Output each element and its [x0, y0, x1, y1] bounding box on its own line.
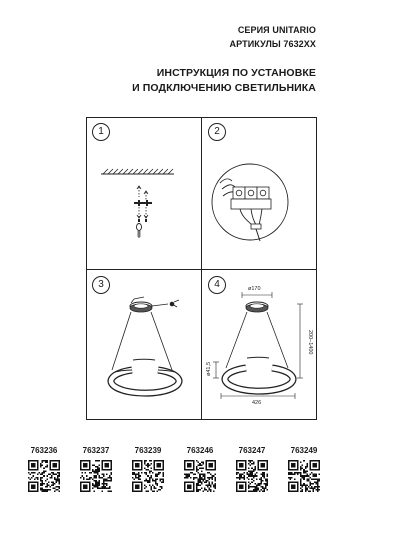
step-1-panel — [86, 117, 201, 269]
article-code-item — [180, 446, 220, 492]
ceiling-mount-parts-icon — [86, 117, 201, 269]
height-range-label: 200–1400 — [307, 330, 313, 355]
ring-thickness-label: ø41,5 — [206, 361, 212, 376]
article-code-item — [128, 446, 168, 492]
ring-pendant-dimensions-icon — [202, 270, 317, 420]
instruction-steps-grid — [86, 117, 317, 420]
article-code-item — [284, 446, 324, 492]
step-4-number: 4 — [208, 276, 226, 294]
step-3-number: 3 — [92, 276, 110, 294]
qr-code-icon[interactable] — [80, 460, 112, 492]
step-4-panel — [202, 270, 317, 420]
instruction-title-line-1: ИНСТРУКЦИЯ ПО УСТАНОВКЕ — [156, 67, 316, 79]
qr-code-icon[interactable] — [132, 460, 164, 492]
article-code: 763246 — [186, 446, 214, 455]
qr-code-icon[interactable] — [28, 460, 60, 492]
article-code: 763239 — [134, 446, 162, 455]
ring-pendant-assembly-icon — [86, 270, 201, 420]
article-code-item — [24, 446, 64, 492]
step-2-panel — [202, 117, 317, 269]
article-code: 763249 — [290, 446, 318, 455]
ring-width-label: 426 — [252, 400, 262, 406]
step-3-panel — [86, 270, 201, 420]
qr-code-icon[interactable] — [236, 460, 268, 492]
qr-code-icon[interactable] — [288, 460, 320, 492]
canopy-diameter-label: ø170 — [248, 286, 261, 292]
article-code: 763247 — [238, 446, 266, 455]
series-name: СЕРИЯ UNITARIO — [237, 25, 316, 35]
article-code-item — [232, 446, 272, 492]
article-code: 763237 — [82, 446, 110, 455]
article-code: 763236 — [30, 446, 58, 455]
terminal-block-wiring-icon — [202, 117, 317, 269]
article-range: АРТИКУЛЫ 7632XX — [229, 39, 316, 49]
article-code-item — [76, 446, 116, 492]
qr-code-icon[interactable] — [184, 460, 216, 492]
step-2-number: 2 — [208, 123, 226, 141]
instruction-title-line-2: И ПОДКЛЮЧЕНИЮ СВЕТИЛЬНИКА — [132, 82, 316, 94]
step-1-number: 1 — [92, 123, 110, 141]
